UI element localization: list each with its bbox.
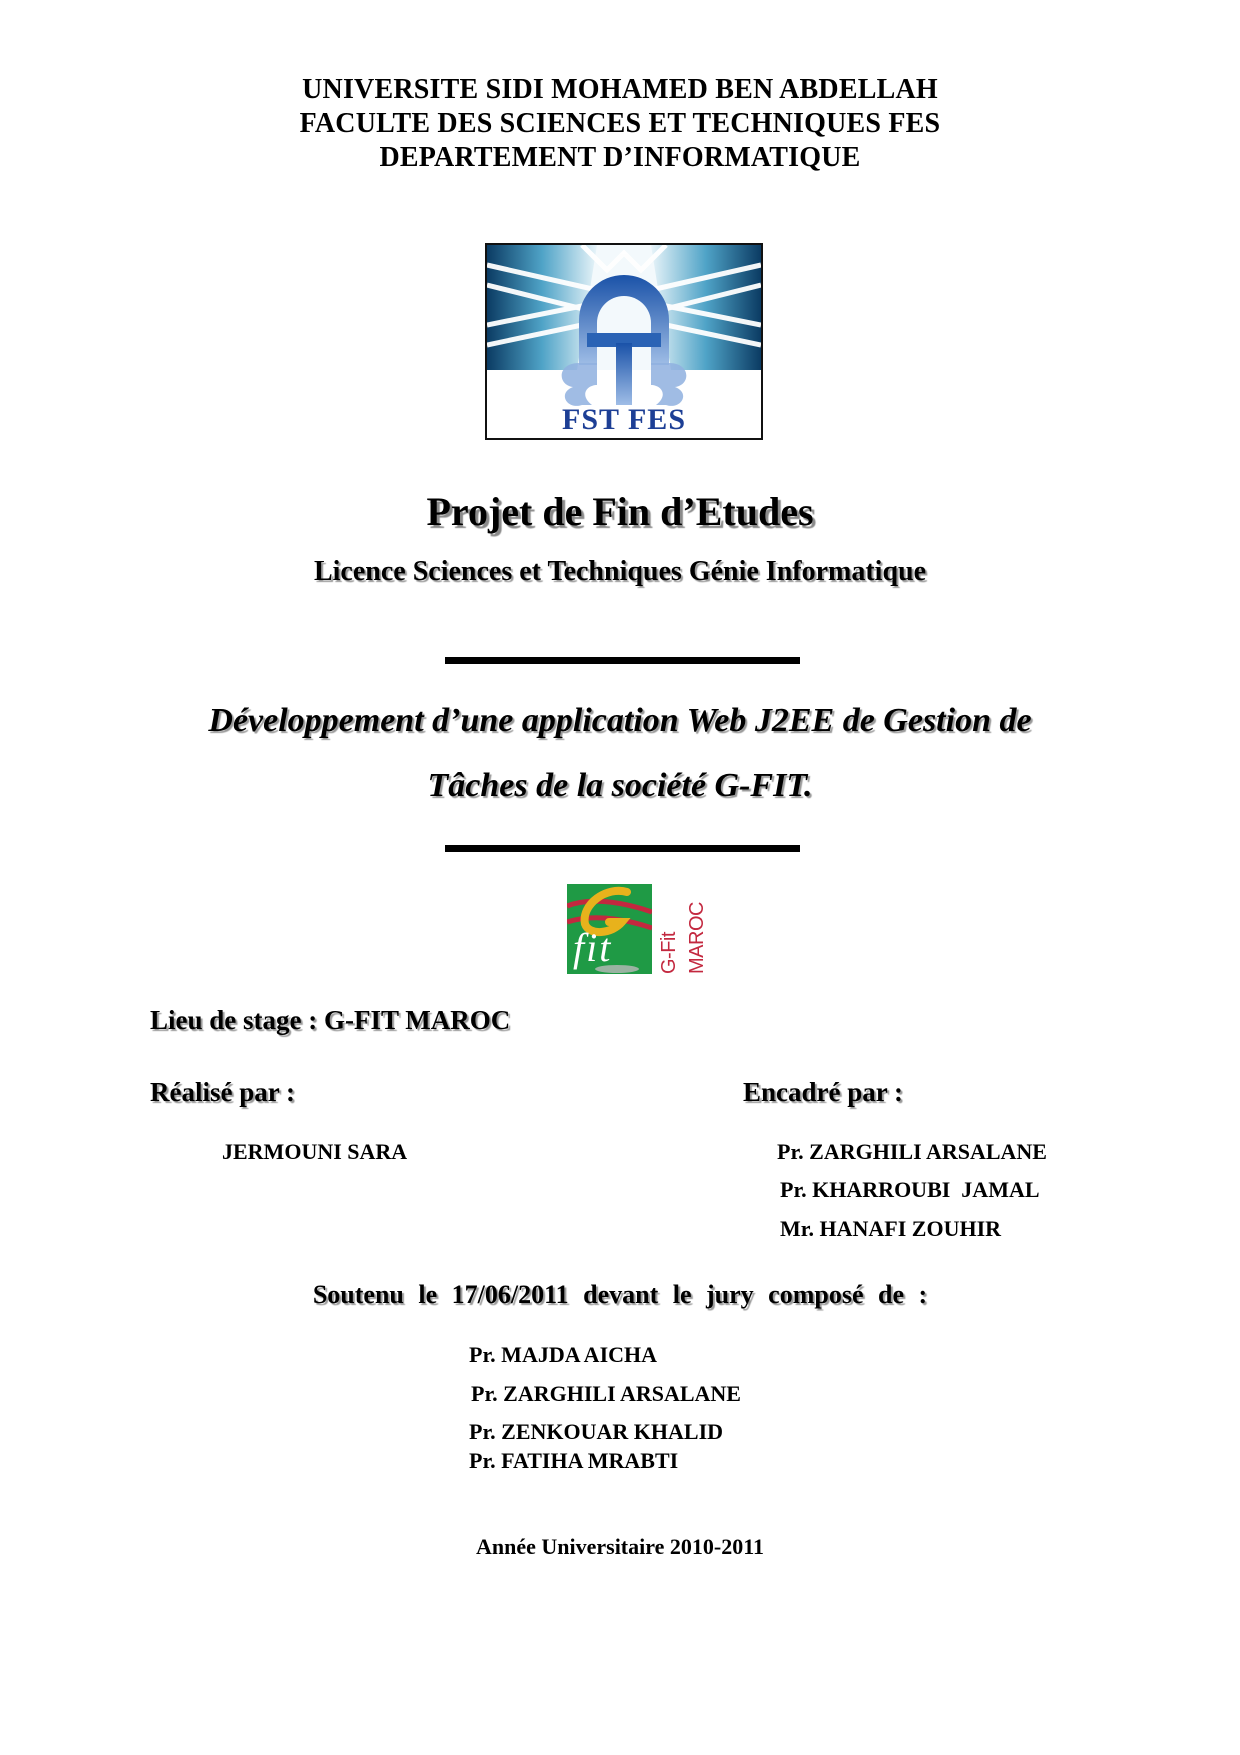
jury-member: Pr. FATIHA MRABTI [469,1448,679,1473]
gfit-logo-square [567,884,652,974]
department-name: DEPARTEMENT D’INFORMATIQUE [379,142,861,173]
supervisor-name: Pr. ZARGHILI ARSALANE [777,1139,1047,1164]
degree-subtitle: Licence Sciences et Techniques Génie Informatique [313,556,927,587]
fst-logo-text: FST FES [562,403,686,436]
project-subject-line2: Tâches de la société G-FIT. [427,767,813,804]
encadre-par-label: Encadré par : [743,1077,903,1107]
gfit-fit-text: fit [573,925,613,970]
supervisor-name: Mr. HANAFI ZOUHIR [780,1216,1002,1241]
bottom-divider [445,845,800,852]
gfit-side-text: G-Fit MAROC [658,902,708,974]
jury-member: Pr. ZENKOUAR KHALID [469,1419,724,1444]
faculty-name: FACULTE DES SCIENCES ET TECHNIQUES FES [299,108,941,139]
gfit-maroc-logo [567,884,708,976]
document-type-title: Projet de Fin d’Etudes [426,489,814,534]
top-divider [445,657,800,664]
jury-member: Pr. MAJDA AICHA [469,1342,658,1367]
realise-par-label: Réalisé par : [150,1077,295,1107]
fst-fes-logo [485,243,763,440]
internship-location: Lieu de stage : G-FIT MAROC [150,1005,511,1035]
defense-statement: Soutenu le 17/06/2011 devant le jury composé de : [312,1280,928,1309]
student-name: JERMOUNI SARA [222,1139,408,1164]
academic-year: Année Universitaire 2010-2011 [475,1534,764,1559]
supervisor-name: Pr. KHARROUBI JAMAL [780,1177,1040,1202]
university-name: UNIVERSITE SIDI MOHAMED BEN ABDELLAH [302,74,938,105]
jury-member: Pr. ZARGHILI ARSALANE [471,1381,741,1406]
project-subject-line1: Développement d’une application Web J2EE de Gestion de [208,702,1032,739]
